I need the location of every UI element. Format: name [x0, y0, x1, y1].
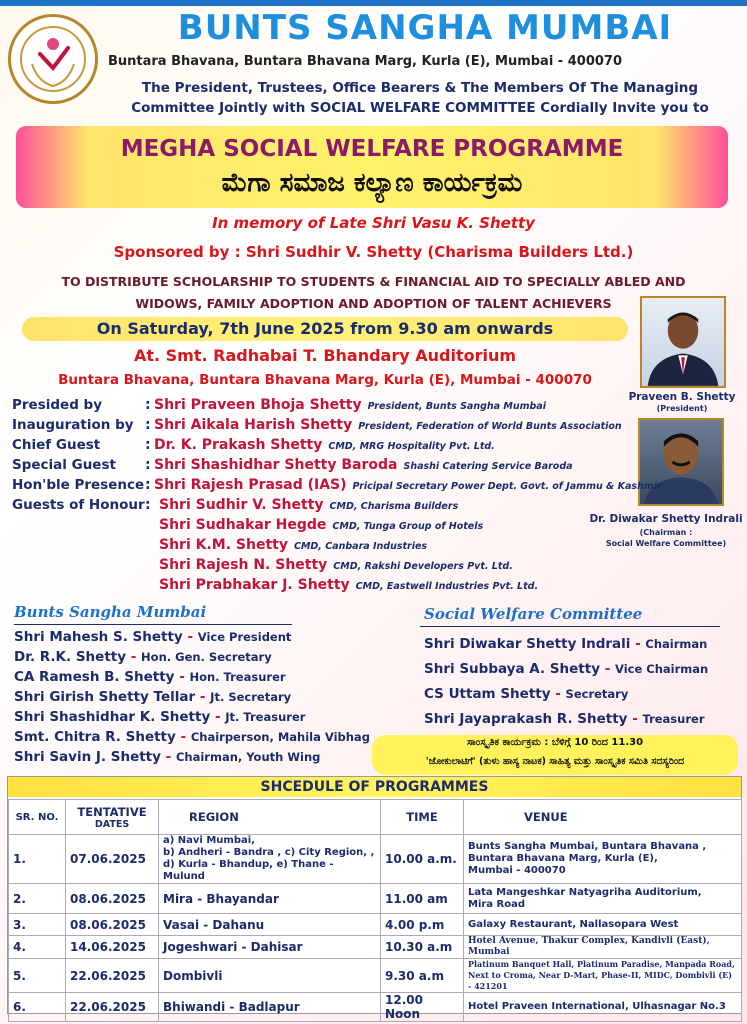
- cell-time: 12.00 Noon: [381, 993, 464, 1022]
- programme-title-en: MEGHA SOCIAL WELFARE PROGRAMME: [120, 136, 624, 162]
- chairman-role-line-1: (Chairman :: [639, 528, 693, 537]
- cultural-detail: 'ಜೋಕುಲಾಟಿಗೆ' (ತುಳು ಹಾಸ್ಯ ನಾಟಕ) ಸಾಹಿತ್ಯ ಮತ್ತು ಸಾಂಸ್ಕೃತಿಕ ಸಮಿತಿ ಸದಸ್ಯರಿಂದ: [425, 756, 685, 767]
- person-portrait-icon: [642, 298, 724, 386]
- col-time: TIME: [381, 800, 464, 835]
- president-name: Praveen B. Shetty: [628, 391, 736, 403]
- guest-name: Shri Rajesh Prasad (IAS): [154, 477, 347, 493]
- member-role: Vice Chairman: [615, 662, 709, 676]
- bunts-sangha-heading: Bunts Sangha Mumbai: [14, 603, 207, 621]
- guest-desc: President, Bunts Sangha Mumbai: [367, 401, 546, 412]
- guest-colon: :: [145, 417, 151, 433]
- top-stripe: [0, 0, 747, 6]
- cell-sr: 3.: [9, 914, 66, 936]
- guest-label: Presided by: [12, 397, 103, 413]
- guest-name: Shri Aikala Harish Shetty: [154, 417, 353, 433]
- invitation-text: [100, 78, 740, 118]
- sponsor-line: Sponsored by : Shri Sudhir V. Shetty (Charisma Builders Ltd.): [113, 243, 634, 261]
- table-row: [9, 993, 742, 1022]
- guest-desc: Shashi Catering Service Baroda: [403, 461, 573, 472]
- schedule-panel: [7, 776, 742, 1021]
- member-name: Shri Subbaya A. Shetty: [424, 661, 601, 677]
- committee-member: Shri Girish Shetty Tellar - Jt. Secretary: [14, 689, 292, 705]
- table-row: [9, 936, 742, 959]
- cell-region: Jogeshwari - Dahisar: [159, 936, 381, 959]
- guest-label: Chief Guest: [12, 437, 101, 453]
- guest-desc: CMD, MRG Hospitality Pvt. Ltd.: [328, 441, 495, 452]
- guest-item: [154, 397, 546, 413]
- chairman-role-line-2: Social Welfare Committee): [605, 539, 727, 548]
- guest-item: [159, 517, 483, 533]
- committee-member: Shri Savin J. Shetty - Chairman, Youth Wing: [14, 749, 321, 765]
- welfare-member: Shri Jayaprakash R. Shetty - Treasurer: [424, 711, 705, 727]
- guest-item: [154, 437, 495, 453]
- cell-venue: Galaxy Restaurant, Nallasopara West: [464, 914, 742, 936]
- member-name: Shri Girish Shetty Tellar: [14, 689, 196, 705]
- guest-item: [159, 537, 427, 553]
- guest-name: Shri K.M. Shetty: [159, 537, 288, 553]
- welfare-member: Shri Diwakar Shetty Indrali - Chairman: [424, 636, 708, 652]
- guest-desc: Pricipal Secretary Power Dept. Govt. of Jammu & Kashmir: [352, 481, 662, 492]
- cell-time: 4.00 p.m: [381, 914, 464, 936]
- cell-date: 14.06.2025: [66, 936, 159, 959]
- cell-venue: Platinum Banquet Hall, Platinum Paradise, Manpada Road, Next to Croma, Near D-Mart, Phase-II, MIDC, Dombivli (E) - 421201: [464, 959, 742, 993]
- committee-member: Shri Shashidhar K. Shetty - Jt. Treasurer: [14, 709, 306, 725]
- cell-time: 9.30 a.m: [381, 959, 464, 993]
- member-role: Vice President: [197, 630, 292, 644]
- member-name: Shri Savin J. Shetty: [14, 749, 161, 765]
- member-role: Hon. Gen. Secretary: [141, 650, 272, 664]
- guest-item: [154, 417, 622, 433]
- col-dates-line-1: TENTATIVE: [77, 804, 147, 819]
- committee-member: Smt. Chitra R. Shetty - Chairperson, Mahila Vibhag: [14, 729, 370, 745]
- guest-item: [159, 577, 538, 593]
- guest-item: [154, 457, 573, 473]
- invite-line-1: The President, Trustees, Office Bearers & The Members Of The Managing: [141, 80, 699, 96]
- guest-name: Shri Praveen Bhoja Shetty: [154, 397, 362, 413]
- venue-address: Buntara Bhavana, Buntara Bhavana Marg, Kurla (E), Mumbai - 400070: [58, 372, 592, 388]
- cell-venue: Bunts Sangha Mumbai, Buntara Bhavana , Buntara Bhavana Marg, Kurla (E), Mumbai - 400070: [464, 835, 742, 884]
- bunts-sangha-logo: [8, 14, 98, 104]
- col-dates: [66, 800, 159, 835]
- cell-region: Vasai - Dahanu: [159, 914, 381, 936]
- table-row: [9, 959, 742, 993]
- cell-time: 11.00 am: [381, 884, 464, 914]
- purpose-text: [20, 271, 727, 315]
- committee-member: CA Ramesh B. Shetty - Hon. Treasurer: [14, 669, 286, 685]
- venue-name: At. Smt. Radhabai T. Bhandary Auditorium: [133, 346, 517, 365]
- committee-member: Dr. R.K. Shetty - Hon. Gen. Secretary: [14, 649, 272, 665]
- cell-time: 10.00 a.m.: [381, 835, 464, 884]
- guest-colon: :: [145, 497, 151, 513]
- welfare-committee-heading: Social Welfare Committee: [424, 605, 643, 623]
- cell-date: 07.06.2025: [66, 835, 159, 884]
- member-role: Chairman, Youth Wing: [175, 750, 321, 764]
- president-role: (President): [656, 404, 708, 413]
- guest-label: Inauguration by: [12, 417, 134, 433]
- guest-desc: CMD, Canbara Industries: [293, 541, 428, 552]
- col-dates-line-2: DATES: [94, 818, 130, 830]
- member-name: Shri Mahesh S. Shetty: [14, 629, 183, 645]
- member-role: Treasurer: [642, 712, 705, 726]
- table-header-row: [9, 800, 742, 835]
- committee-member: Shri Mahesh S. Shetty - Vice President: [14, 629, 292, 645]
- cell-date: 22.06.2025: [66, 959, 159, 993]
- guest-item: [159, 557, 513, 573]
- cell-venue: Hotel Praveen International, Ulhasnagar No.3: [464, 993, 742, 1022]
- purpose-line-2: WIDOWS, FAMILY ADOPTION AND ADOPTION OF TALENT ACHIEVERS: [135, 296, 612, 311]
- guest-name: Shri Shashidhar Shetty Baroda: [154, 457, 398, 473]
- cell-sr: 6.: [9, 993, 66, 1022]
- member-role: Secretary: [565, 687, 629, 701]
- member-name: Dr. R.K. Shetty: [14, 649, 127, 665]
- member-role: Jt. Treasurer: [225, 710, 306, 724]
- welfare-member: CS Uttam Shetty - Secretary: [424, 686, 629, 702]
- col-sr: SR. NO.: [9, 800, 66, 835]
- purpose-line-1: TO DISTRIBUTE SCHOLARSHIP TO STUDENTS & FINANCIAL AID TO SPECIALLY ABLED AND: [61, 274, 686, 289]
- welfare-member: Shri Subbaya A. Shetty - Vice Chairman: [424, 661, 709, 677]
- member-name: Shri Jayaprakash R. Shetty: [424, 711, 628, 727]
- cell-date: 08.06.2025: [66, 884, 159, 914]
- table-row: [9, 835, 742, 884]
- cell-venue: Hotel Avenue, Thakur Complex, Kandivli (East), Mumbai: [464, 936, 742, 959]
- member-role: Chairman: [645, 637, 708, 651]
- col-region: REGION: [159, 800, 381, 835]
- guest-item: [159, 497, 458, 513]
- table-row: [9, 914, 742, 936]
- cell-sr: 2.: [9, 884, 66, 914]
- programme-title-kn: ಮೆಗಾ ಸಮಾಜ ಕಲ್ಯಾಣ ಕಾರ್ಯಕ್ರಮ: [221, 168, 523, 198]
- guest-desc: President, Federation of World Bunts Association: [358, 421, 622, 432]
- cell-date: 22.06.2025: [66, 993, 159, 1022]
- logo-emblem-icon: [18, 24, 88, 94]
- member-role: Hon. Treasurer: [189, 670, 286, 684]
- cell-sr: 4.: [9, 936, 66, 959]
- cell-region: Mira - Bhayandar: [159, 884, 381, 914]
- guest-name: Shri Sudhir V. Shetty: [159, 497, 324, 513]
- cell-region: a) Navi Mumbai, b) Andheri - Bandra , c) City Region, , d) Kurla - Bhandup, e) Thane - Mulund: [159, 835, 381, 884]
- member-name: CS Uttam Shetty: [424, 686, 551, 702]
- org-title: BUNTS SANGHA MUMBAI: [177, 8, 673, 48]
- member-name: Shri Shashidhar K. Shetty: [14, 709, 211, 725]
- section-divider: [420, 626, 720, 627]
- guest-colon: :: [145, 437, 151, 453]
- cell-sr: 5.: [9, 959, 66, 993]
- guest-desc: CMD, Rakshi Developers Pvt. Ltd.: [333, 561, 513, 572]
- cell-region: Bhiwandi - Badlapur: [159, 993, 381, 1022]
- guest-label: Guests of Honour: [12, 497, 145, 513]
- schedule-table: [8, 799, 742, 1022]
- chairman-role: [586, 527, 746, 549]
- guest-desc: CMD, Eastwell Industries Pvt. Ltd.: [355, 581, 539, 592]
- member-name: Smt. Chitra R. Shetty: [14, 729, 176, 745]
- org-address: Buntara Bhavana, Buntara Bhavana Marg, Kurla (E), Mumbai - 400070: [107, 54, 622, 69]
- guest-label: Special Guest: [12, 457, 116, 473]
- cell-time: 10.30 a.m: [381, 936, 464, 959]
- guest-desc: CMD, Tunga Group of Hotels: [332, 521, 484, 532]
- member-name: CA Ramesh B. Shetty: [14, 669, 175, 685]
- schedule-title: SHCEDULE OF PROGRAMMES: [8, 777, 741, 797]
- guest-colon: :: [145, 477, 151, 493]
- section-divider: [14, 624, 292, 625]
- cell-sr: 1.: [9, 835, 66, 884]
- guest-name: Dr. K. Prakash Shetty: [154, 437, 323, 453]
- col-venue: VENUE: [464, 800, 742, 835]
- member-name: Shri Diwakar Shetty Indrali: [424, 636, 631, 652]
- guest-colon: :: [145, 397, 151, 413]
- guest-name: Shri Prabhakar J. Shetty: [159, 577, 350, 593]
- guest-item: [154, 477, 662, 493]
- cell-venue: Lata Mangeshkar Natyagriha Auditorium, Mira Road: [464, 884, 742, 914]
- member-role: Chairperson, Mahila Vibhag: [190, 730, 370, 744]
- guest-colon: :: [145, 457, 151, 473]
- cell-date: 08.06.2025: [66, 914, 159, 936]
- guest-name: Shri Sudhakar Hegde: [159, 517, 327, 533]
- table-row: [9, 884, 742, 914]
- invite-line-2: Committee Jointly with SOCIAL WELFARE COMMITTEE Cordially Invite you to: [131, 100, 709, 116]
- memorial-line: In memory of Late Shri Vasu K. Shetty: [212, 214, 535, 232]
- guest-desc: CMD, Charisma Builders: [329, 501, 459, 512]
- chairman-name: Dr. Diwakar Shetty Indrali: [589, 513, 743, 525]
- guest-label: Hon'ble Presence: [12, 477, 145, 493]
- president-photo: [640, 296, 726, 388]
- guest-name: Shri Rajesh N. Shetty: [159, 557, 328, 573]
- event-date: On Saturday, 7th June 2025 from 9.30 am onwards: [96, 319, 554, 338]
- member-role: Jt. Secretary: [210, 690, 292, 704]
- cell-region: Dombivli: [159, 959, 381, 993]
- cultural-time: ಸಾಂಸ್ಕೃತಿಕ ಕಾರ್ಯಕ್ರಮ : ಬೆಳಿಗ್ಗೆ 10 ರಿಂದ 11.30: [466, 737, 644, 748]
